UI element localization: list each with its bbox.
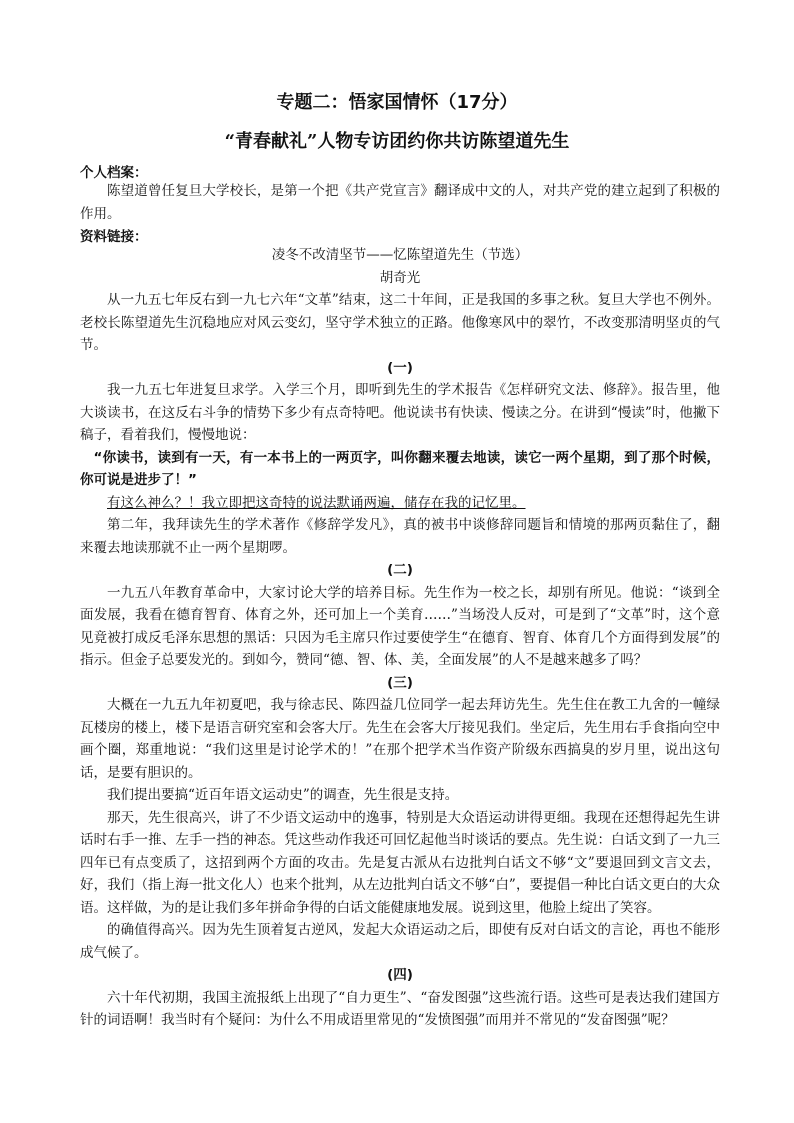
section-1-paragraph-3: 第二年，我拜读先生的学术著作《修辞学发凡》，真的被书中谈修辞同题旨和情境的那两页黏住了，翻来覆去地读那就不止一两个星期啰。 [80,517,720,556]
article-title: 凌冬不改清坚节——忆陈望道先生（节选） [271,247,529,263]
profile-section [80,180,720,225]
section-3-paragraph-1: 大概在一九五九年初夏吧，我与徐志民、陈四益几位同学一起去拜访先生。先生住在教工九舍的一幢绿瓦楼房的楼上，楼下是语言研究室和会客大厅。先生在会客大厅接见我们。坐定后，先生用右手食指向空中画个圈，郑重地说：“我们这里是讨论学术的！”在那个把学术当作资产阶级东西搞臭的岁月里，说出这句话，是要有胆识的。 [80,697,720,781]
section-1-paragraph-1: 我一九五七年进复旦求学。入学三个月，即听到先生的学术报告《怎样研究文法、修辞》。报告里，他大谈读书，在这反右斗争的情势下多少有点奇特吧。他说读书有快读、慢读之分。在讲到“慢读”时，他撇下稿子，看着我们，慢慢地说： [80,382,720,443]
section-2-paragraph-1: 一九五八年教育革命中，大家讨论大学的培养目标。先生作为一校之长，却别有所见。他说：“谈到全面发展，我看在德育智育、体育之外，还可加上一个美育……”当场没人反对，可是到了“文革”时，这个意见竟被打成反毛泽东思想的黑话：只因为毛主席只作过要使学生“在德育、智育、体育几个方面得到发展”的指示。但金子总要发光的。到如今，赞同“德、智、体、美，全面发展”的人不是越来越多了吗？ [80,584,720,668]
section-label-3: (三) [387,674,413,691]
profile-heading: 个人档案： [80,165,148,181]
section-3-paragraph-4: 的确值得高兴。因为先生顶着复古逆风，发起大众语运动之后，即使有反对白话文的言论，再也不能形成气候了。 [80,922,720,961]
article-intro: 从一九五七年反右到一九七六年“文革”结束，这二十年间，正是我国的多事之秋。复旦大学也不例外。老校长陈望道先生沉稳地应对风云变幻，坚守学术独立的正路。他像寒风中的翠竹，不改变那清明坚贞的气节。 [80,292,720,353]
page-title: 专题二：悟家国情怀（17分） [276,92,518,113]
section-1-quote: “你读书，读到有一天，有一本书上的一两页字，叫你翻来覆去地读，读它一两个星期，到了那个时候，你可说是进步了！” [80,449,720,488]
article-body [80,244,720,1032]
article-author: 胡奇光 [379,269,421,286]
section-label-4: (四) [387,967,413,983]
section-1-paragraph-2: 有这么神么？！我立即把这奇特的说法默诵两遍，储存在我的记忆里。 [107,494,526,511]
profile-text: 陈望道曾任复旦大学校长，是第一个把《共产党宣言》翻译成中文的人，对共产党的建立起到了积极的作用。 [80,183,720,222]
section-3-paragraph-3: 那天，先生很高兴，讲了不少语文运动中的逸事，特别是大众语运动讲得更细。我现在还想得起先生讲话时右手一推、左手一挡的神态。凭这些动作我还可回忆起他当时谈话的要点。先生说：白话文到了一九三四年已有点变质了，这招到两个方面的攻击。先是复古派从右边批判白话文不够“文”要退回到文言文去，好，我们（指上海一批文化人）也来个批判，从左边批判白话文不够“白”，要提倡一种比白话文更白的大众语。这样做，为的是让我们多年拼命争得的白话文能健康地发展。说到这里，他脸上绽出了笑容。 [80,809,720,916]
resource-heading: 资料链接： [80,229,148,245]
section-3-paragraph-2: 我们提出要搞“近百年语文运动史”的调查，先生很是支持。 [107,787,459,803]
section-label-1: (一) [387,359,413,376]
section-label-2: (二) [387,562,413,578]
section-4-paragraph-1: 六十年代初期，我国主流报纸上出现了“自力更生”、“奋发图强”这些流行语。这些可是表达我们建国方针的词语啊！我当时有个疑问：为什么不用成语里常见的“发愤图强”而用并不常见的“发奋图强”呢？ [80,989,720,1028]
page-subtitle: “青春献礼”人物专访团约你共访陈望道先生 [224,131,570,152]
